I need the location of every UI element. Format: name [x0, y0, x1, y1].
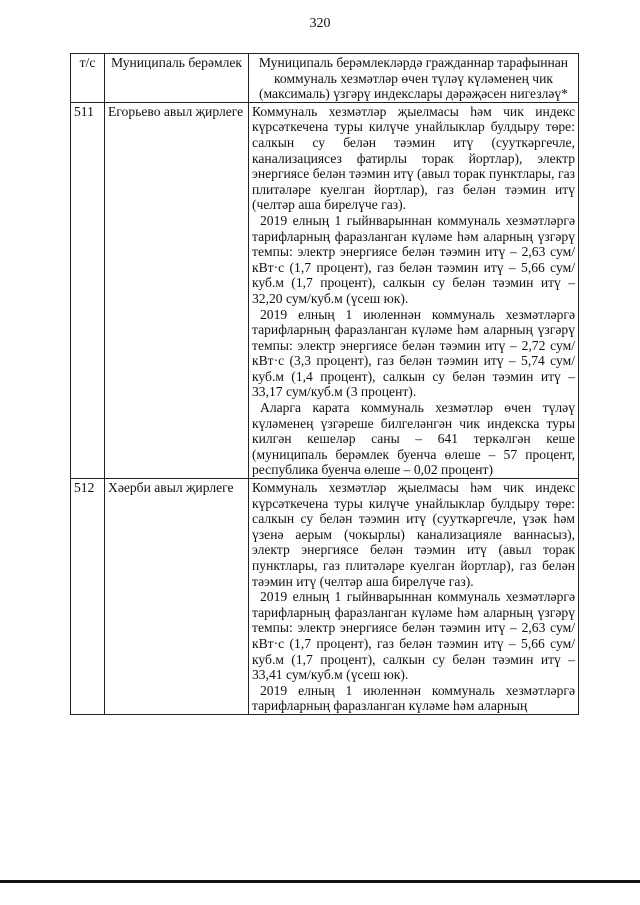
- header-municipality: Муниципаль берәмлек: [105, 54, 249, 103]
- header-justification: Муниципаль берәмлекләрдә гражданнар тарафыннан коммуналь хезмәтләр өчен түләү күләменең чик (максималь) үзгәрү индекслары дәрәҗәсен нигезләү*: [249, 54, 579, 103]
- paragraph: Аларга карата коммуналь хезмәтләр өчен түләү күләменең үзгәреше билгеләнгән чик индекска туры килгән кешеләр саны – 641 теркәлгән кеше (муниципаль берәмлек буенча өлеше – 57 процент, республика буенча өлеше – 0,02 процент): [252, 400, 575, 478]
- paragraph: Коммуналь хезмәтләр җыелмасы һәм чик индекс күрсәткечена туры килүче унайлыклар булдыру төре: салкын су белән тәэмин итү (сууткәргечле, үзәк һәм үзенә аерым (чокырлы) канализацияле ваннасыз), электр энергиясе белән тәэмин итү (авыл торак пунктлары, газ плитәләре куелган йортлар), газ белән тәэмин итү (челтәр аша бирелүче газ).: [252, 480, 575, 589]
- municipality-name: Егорьево авыл җирлеге: [105, 102, 249, 478]
- row-number: 512: [71, 479, 105, 715]
- table-header-row: [71, 54, 579, 103]
- paragraph: 2019 елның 1 гыйнварыннан коммуналь хезмәтләргә тарифларның фаразланган күләме һәм аларның үзгәрү темпы: электр энергиясе белән тәэмин итү – 2,63 сум/кВт·с (1,7 процент), газ белән тәэмин итү – 5,66 сум/куб.м (1,7 процент), салкын су белән тәэмин итү – 32,20 сум/куб.м (үсеш юк).: [252, 212, 575, 306]
- table-row: [71, 479, 579, 715]
- page-number: 320: [309, 16, 331, 31]
- municipality-name: Хәерби авыл җирлеге: [105, 479, 249, 715]
- paragraph: Коммуналь хезмәтләр җыелмасы һәм чик индекс күрсәткечена туры килүче унайлыклар булдыру төре: салкын су белән тәэмин итү (сууткәргечле, канализациясез фатирлы торак йортлар), электр энергиясе белән тәэмин итү (авыл торак пунктлары, газ плитәләре куелган йортлар), газ белән тәэмин итү (челтәр аша бирелүче газ).: [252, 103, 575, 213]
- paragraph: 2019 елның 1 гыйнварыннан коммуналь хезмәтләргә тарифларның фаразланган күләме һәм аларның үзгәрү темпы: электр энергиясе белән тәэмин итү – 2,63 сум/кВт·с (1,7 процент), газ белән тәэмин итү – 5,66 сум/куб.м (1,7 процент), салкын су белән тәэмин итү – 33,41 сум/куб.м (үсеш юк).: [252, 589, 575, 683]
- paragraph: 2019 елның 1 июленнән коммуналь хезмәтләргә тарифларның фаразланган күләме һәм аларның: [252, 682, 575, 714]
- paragraph: 2019 елның 1 июленнән коммуналь хезмәтләргә тарифларның фаразланган күләме һәм аларның үзгәрү темпы: электр энергиясе белән тәэмин итү – 2,72 сум/кВт·с (3,3 процент), газ белән тәэмин итү – 5,74 сум/куб.м (1,4 процент), салкын су белән тәэмин итү – 33,17 сум/куб.м (3 процент).: [252, 306, 575, 400]
- row-number: 511: [71, 102, 105, 478]
- tariff-table: [70, 53, 579, 715]
- table-row: [71, 102, 579, 478]
- justification-text: [249, 479, 579, 715]
- justification-text: [249, 102, 579, 478]
- header-number: т/с: [71, 54, 105, 103]
- bottom-rule: [0, 880, 640, 883]
